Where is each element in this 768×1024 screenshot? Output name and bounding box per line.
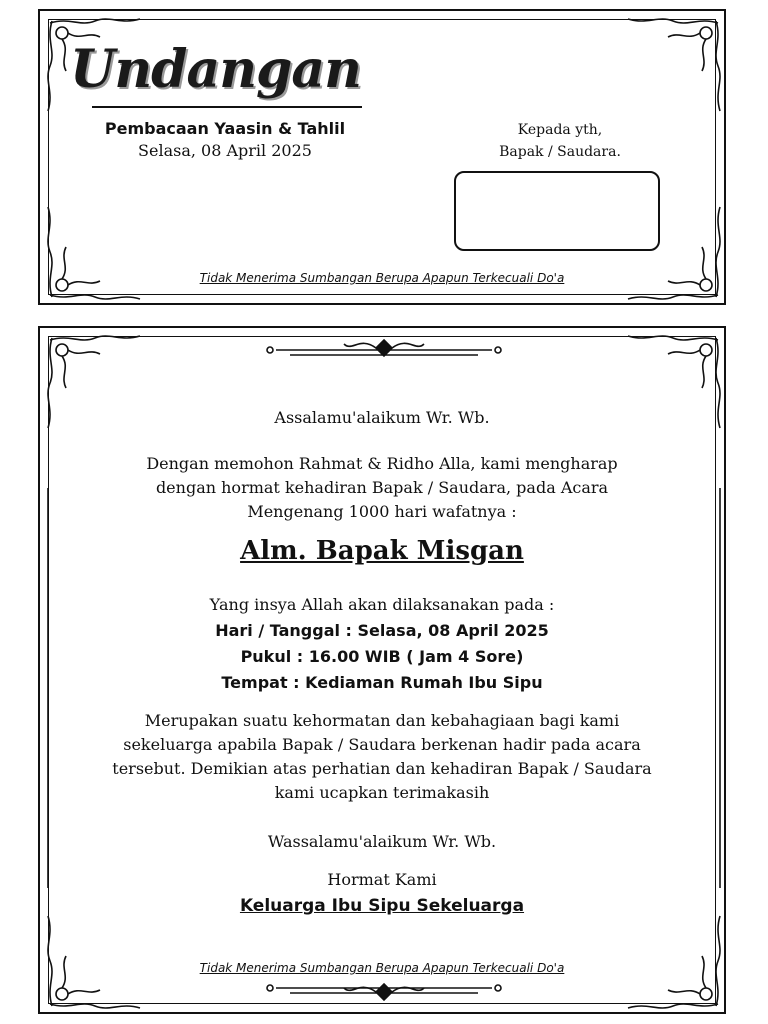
no-gifts-note: Tidak Menerima Sumbangan Berupa Apapun Terkecuali Do'a	[199, 271, 565, 285]
event-name: Pembacaan Yaasin & Tahlil	[104, 119, 346, 138]
greeting: Assalamu'alaikum Wr. Wb.	[274, 408, 490, 427]
recipient-line-2: Bapak / Saudara.	[499, 144, 621, 160]
no-gifts-note-letter: Tidak Menerima Sumbangan Berupa Apapun Terkecuali Do'a	[199, 961, 565, 975]
closing-line-2: sekeluarga apabila Bapak / Saudara berkenan hadir pada acara	[123, 735, 641, 754]
signature: Keluarga Ibu Sipu Sekeluarga	[239, 896, 525, 916]
invitation-title: Undangan	[70, 39, 361, 100]
letter-card	[38, 326, 726, 1014]
deceased-name: Alm. Bapak Misgan	[240, 536, 524, 566]
intro-line-1: Dengan memohon Rahmat & Ridho Alla, kami mengharap	[146, 454, 618, 473]
schedule-intro: Yang insya Allah akan dilaksanakan pada :	[209, 595, 555, 614]
closing-line-1: Merupakan suatu kehormatan dan kebahagiaan bagi kami	[144, 711, 620, 730]
envelope-card	[38, 9, 726, 305]
closing-line-3: tersebut. Demikian atas perhatian dan kehadiran Bapak / Saudara	[112, 759, 652, 778]
event-place: Tempat : Kediaman Rumah Ibu Sipu	[221, 673, 543, 692]
event-day-date: Hari / Tanggal : Selasa, 08 April 2025	[215, 621, 549, 640]
recipient-line-1: Kepada yth,	[517, 122, 603, 138]
closing-line-4: kami ucapkan terimakasih	[274, 783, 490, 802]
intro-line-3: Mengenang 1000 hari wafatnya :	[247, 502, 517, 521]
recipient-address-box	[454, 171, 660, 251]
regards: Hormat Kami	[327, 870, 437, 889]
event-time: Pukul : 16.00 WIB ( Jam 4 Sore)	[240, 647, 524, 666]
intro-line-2: dengan hormat kehadiran Bapak / Saudara, pada Acara	[155, 478, 609, 497]
event-date: Selasa, 08 April 2025	[138, 141, 312, 160]
farewell: Wassalamu'alaikum Wr. Wb.	[267, 832, 497, 851]
recipient-label	[460, 119, 660, 163]
